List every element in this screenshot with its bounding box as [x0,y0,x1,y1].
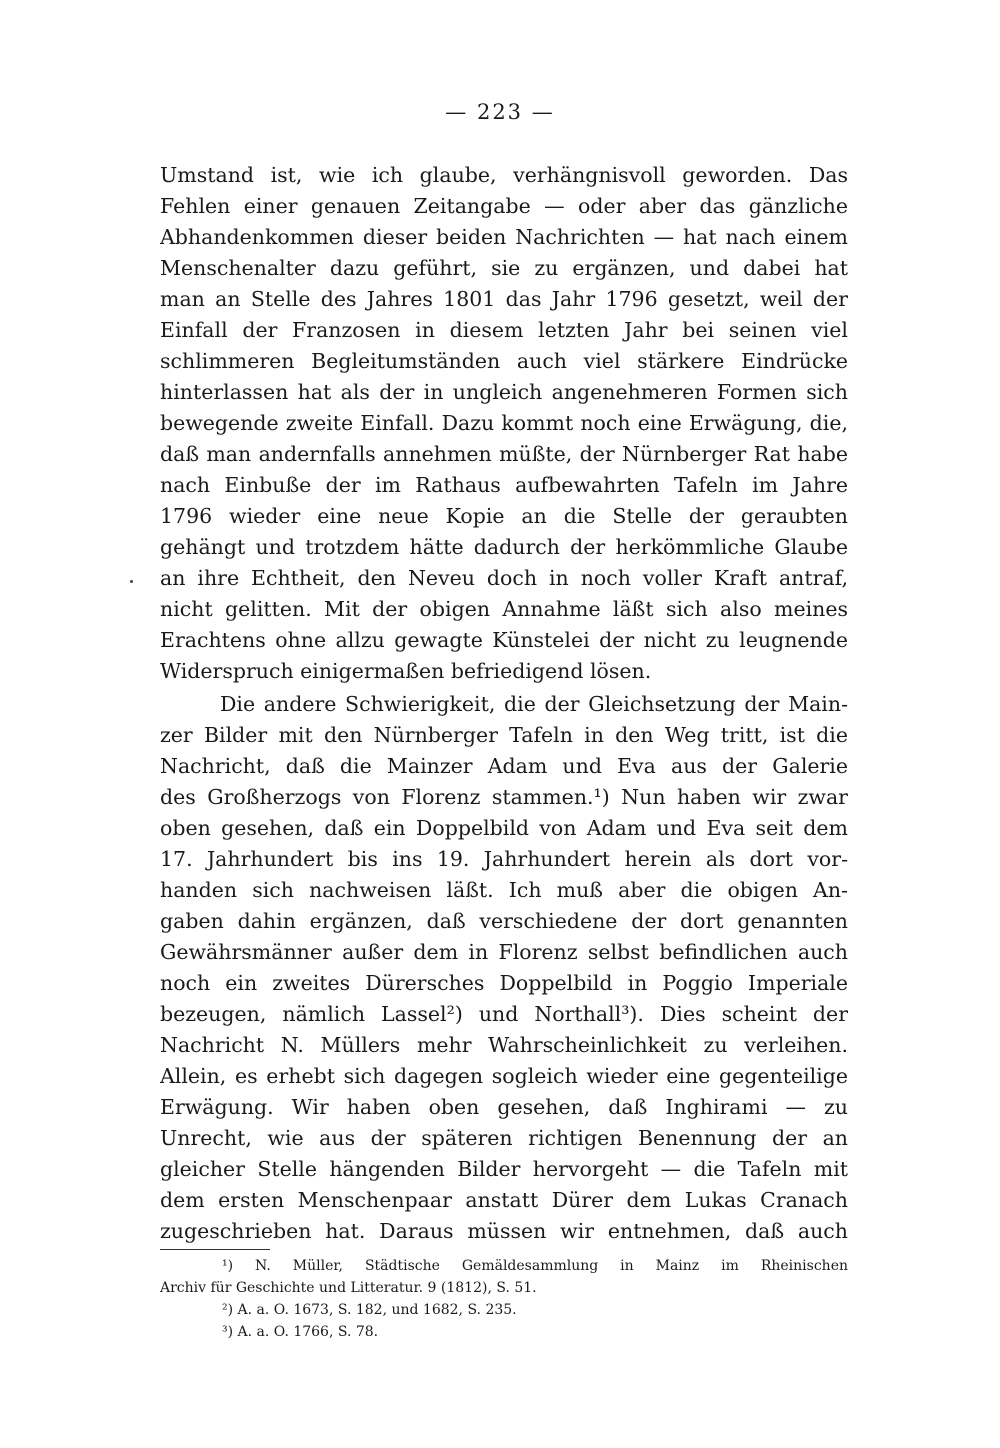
text-line: des Großherzogs von Florenz stammen.¹) Nun haben wir zwar [160,785,848,809]
text-line: gehängt und trotzdem hätte dadurch der herkömmliche Glaube [160,535,848,559]
margin-mark [130,580,133,583]
text-line: Umstand ist, wie ich glaube, verhängnisvoll geworden. Das [160,163,848,187]
text-line: oben gesehen, daß ein Doppelbild von Adam und Eva seit dem [160,816,848,840]
text-line: Gewährsmänner außer dem in Florenz selbst befindlichen auch [160,940,848,964]
text-line: daß man andernfalls annehmen müßte, der Nürnberger Rat habe [160,442,848,466]
text-line: zer Bilder mit den Nürnberger Tafeln in den Weg tritt, ist die [160,723,848,747]
text-line: bezeugen, nämlich Lassel²) und Northall³). Dies scheint der [160,1002,848,1026]
text-line: Abhandenkommen dieser beiden Nachrichten — hat nach einem [160,225,848,249]
text-line: Menschenalter dazu geführt, sie zu ergänzen, und dabei hat [160,256,848,280]
text-line: zugeschrieben hat. Daraus müssen wir entnehmen, daß auch [160,1219,848,1243]
text-line: noch ein zweites Dürersches Doppelbild in Poggio Imperiale [160,971,848,995]
text-line: Allein, es erhebt sich dagegen sogleich wieder eine gegenteilige [160,1064,848,1088]
text-line: Nachricht N. Müllers mehr Wahrscheinlichkeit zu verleihen. [160,1033,848,1057]
text-line: schlimmeren Begleitumständen auch viel stärkere Eindrücke [160,349,848,373]
text-line: Die andere Schwierigkeit, die der Gleichsetzung der Main- [220,692,848,716]
footnote-rule [160,1249,270,1250]
footnote-1: ¹) N. Müller, Städtische Gemäldesammlung in Mainz im Rheinischen [222,1258,848,1274]
text-line: an ihre Echtheit, den Neveu doch in noch voller Kraft antraf, [160,566,848,590]
text-line: hinterlassen hat als der in ungleich angenehmeren Formen sich [160,380,848,404]
text-line: Unrecht, wie aus der späteren richtigen Benennung der an [160,1126,848,1150]
text-line: man an Stelle des Jahres 1801 das Jahr 1796 gesetzt, weil der [160,287,848,311]
text-line: Nachricht, daß die Mainzer Adam und Eva aus der Galerie [160,754,848,778]
text-line: Erwägung. Wir haben oben gesehen, daß Inghirami — zu [160,1095,848,1119]
footnote-3: ³) A. a. O. 1766, S. 78. [222,1324,379,1340]
text-line: bewegende zweite Einfall. Dazu kommt noch eine Erwägung, die, [160,411,848,435]
page-number: — 223 — [445,100,555,124]
text-line: handen sich nachweisen läßt. Ich muß aber die obigen An- [160,878,848,902]
text-line: gleicher Stelle hängenden Bilder hervorgeht — die Tafeln mit [160,1157,848,1181]
text-line: Einfall der Franzosen in diesem letzten Jahr bei seinen viel [160,318,848,342]
text-line: nicht gelitten. Mit der obigen Annahme läßt sich also meines [160,597,848,621]
text-line: 17. Jahrhundert bis ins 19. Jahrhundert herein als dort vor- [160,847,848,871]
footnote-1-continued: Archiv für Geschichte und Litteratur. 9 (1812), S. 51. [160,1280,537,1296]
text-line: Fehlen einer genauen Zeitangabe — oder aber das gänzliche [160,194,848,218]
text-line: Erachtens ohne allzu gewagte Künstelei der nicht zu leugnende [160,628,848,652]
text-line: nach Einbuße der im Rathaus aufbewahrten Tafeln im Jahre [160,473,848,497]
footnote-2: ²) A. a. O. 1673, S. 182, und 1682, S. 235. [222,1302,517,1318]
text-line: 1796 wieder eine neue Kopie an die Stelle der geraubten [160,504,848,528]
text-line: gaben dahin ergänzen, daß verschiedene der dort genannten [160,909,848,933]
text-line: dem ersten Menschenpaar anstatt Dürer dem Lukas Cranach [160,1188,848,1212]
text-line: Widerspruch einigermaßen befriedigend lösen. [160,659,652,683]
